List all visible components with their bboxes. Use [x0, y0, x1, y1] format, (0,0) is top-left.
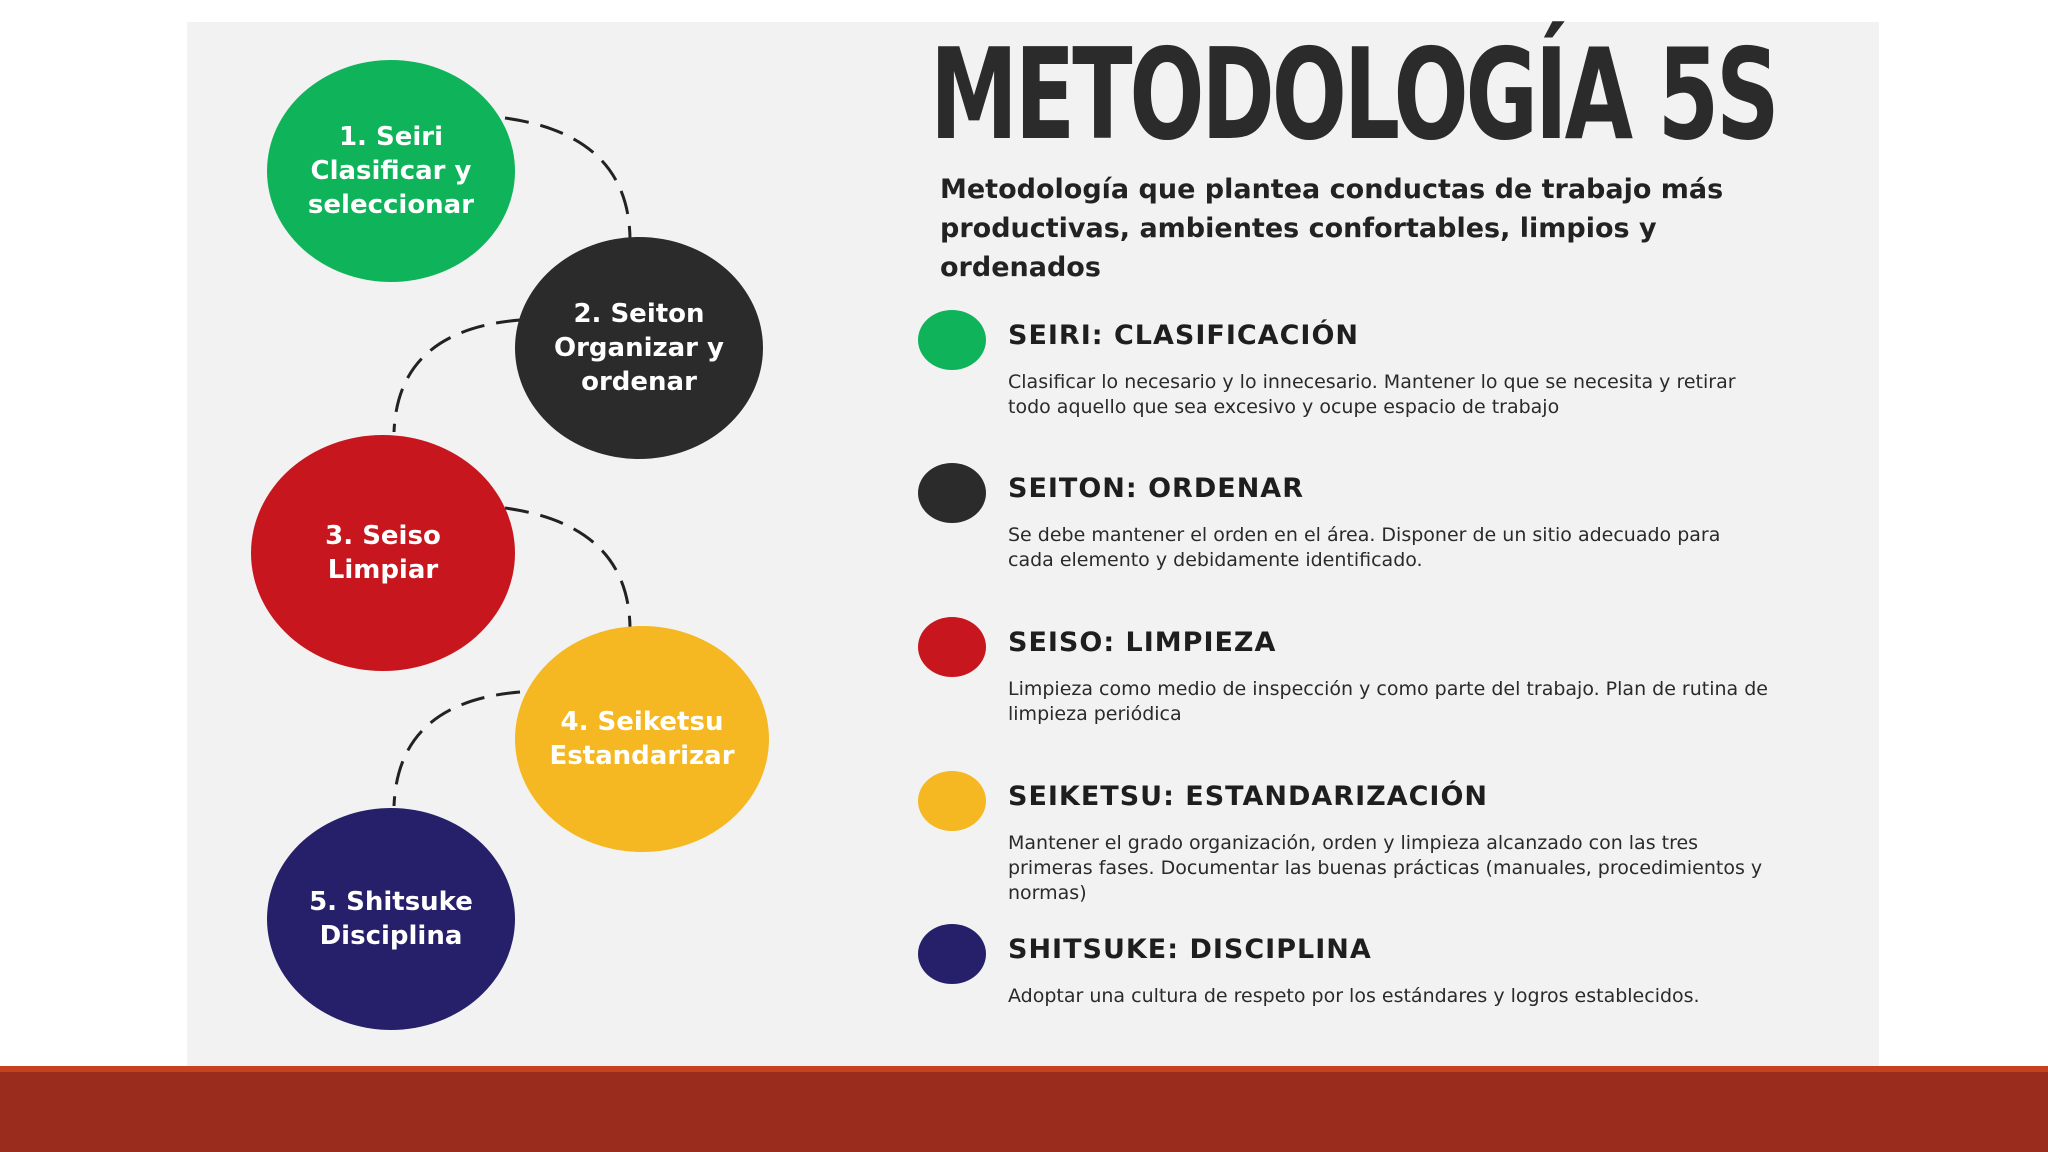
bottom-band	[0, 1066, 2048, 1152]
item-title: SHITSUKE: DISCIPLINA	[1008, 934, 1372, 965]
connector-2-3	[394, 320, 520, 432]
item-title: SEIRI: CLASIFICACIÓN	[1008, 320, 1359, 351]
step-circle-seiso: 3. Seiso Limpiar	[251, 435, 515, 671]
step-circle-seiketsu: 4. Seiketsu Estandarizar	[515, 626, 769, 852]
connector-3-4	[505, 508, 630, 627]
connector-1-2	[505, 118, 630, 238]
item-description: Mantener el grado organización, orden y limpieza alcanzado con las tres primeras fases. Documentar las buenas prácticas (manuales, procedimientos y normas)	[1008, 832, 1763, 904]
step-circle-seiri: 1. Seiri Clasificar y seleccionar	[267, 60, 515, 282]
step-circle-shitsuke: 5. Shitsuke Disciplina	[267, 808, 515, 1030]
green-dot-icon	[918, 310, 986, 370]
page-title: METODOLOGÍA 5S	[930, 21, 1777, 168]
navy-dot-icon	[918, 924, 986, 984]
item-title: SEIKETSU: ESTANDARIZACIÓN	[1008, 781, 1489, 812]
step-circle-seiton: 2. Seiton Organizar y ordenar	[515, 237, 763, 459]
red-dot-icon	[918, 617, 986, 677]
connector-4-5	[394, 692, 520, 806]
item-description: Adoptar una cultura de respeto por los estándares y logros establecidos.	[1008, 985, 1700, 1007]
yellow-dot-icon	[918, 771, 986, 831]
item-title: SEISO: LIMPIEZA	[1008, 627, 1277, 658]
item-description: Limpieza como medio de inspección y como parte del trabajo. Plan de rutina de limpieza periódica	[1008, 678, 1768, 725]
intro-text: Metodología que plantea conductas de trabajo más productivas, ambientes confortables, limpios y ordenados	[940, 174, 1724, 283]
black-dot-icon	[918, 463, 986, 523]
item-description: Se debe mantener el orden en el área. Disponer de un sitio adecuado para cada elemento y debidamente identificado.	[1008, 524, 1721, 571]
item-title: SEITON: ORDENAR	[1008, 473, 1304, 504]
item-description: Clasificar lo necesario y lo innecesario. Mantener lo que se necesita y retirar todo aquello que sea excesivo y ocupe espacio de trabajo	[1008, 371, 1736, 418]
